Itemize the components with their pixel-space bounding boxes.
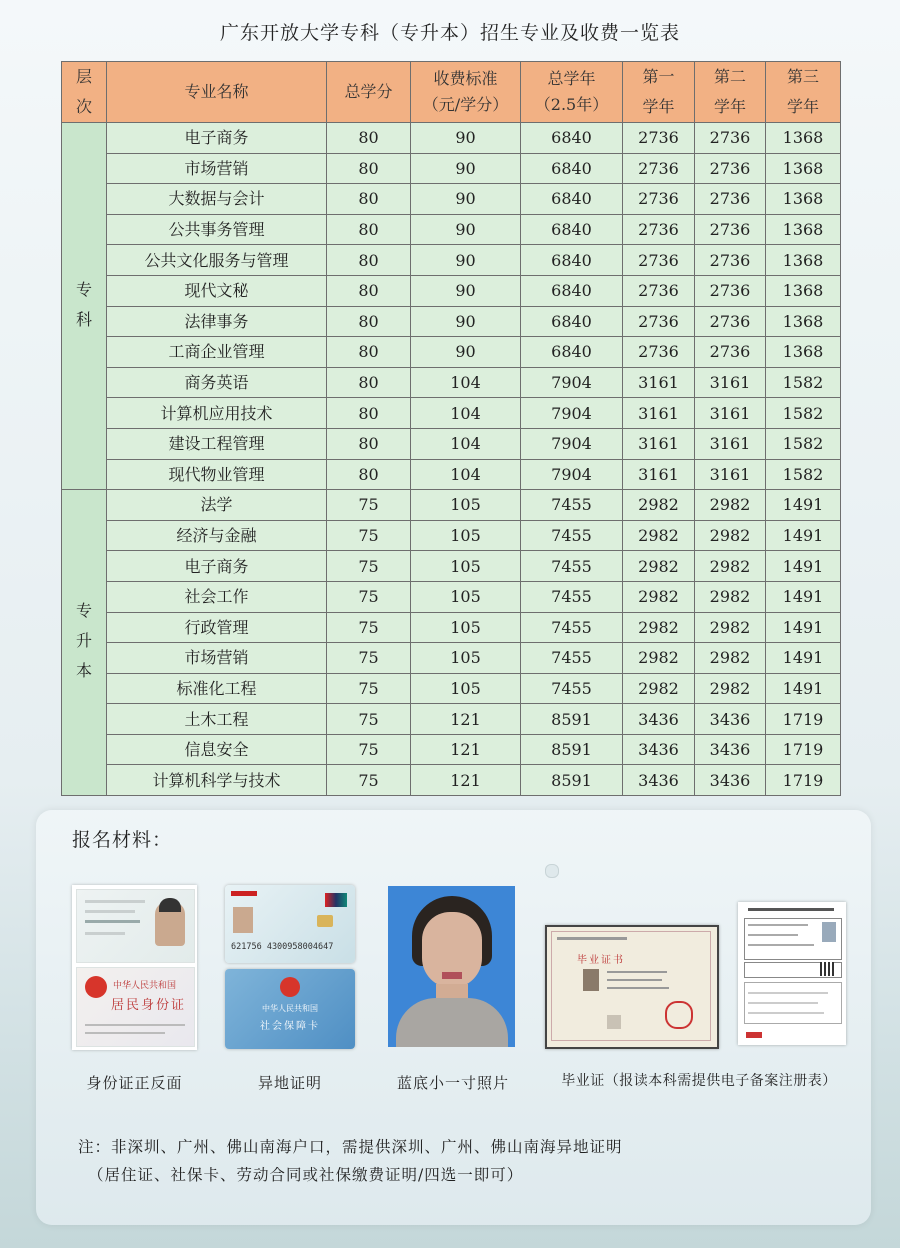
cell-year2: 3161 bbox=[695, 459, 766, 490]
cell-fee-standard: 105 bbox=[411, 643, 521, 674]
cell-year3: 1491 bbox=[766, 490, 841, 521]
table-row bbox=[62, 367, 841, 398]
cell-total: 7904 bbox=[521, 428, 623, 459]
cell-year3: 1368 bbox=[766, 123, 841, 154]
cell-year1: 3161 bbox=[623, 459, 695, 490]
cell-credits: 80 bbox=[327, 184, 411, 215]
cell-year2: 2982 bbox=[695, 490, 766, 521]
cell-total: 8591 bbox=[521, 704, 623, 735]
cell-credits: 75 bbox=[327, 551, 411, 582]
cell-total: 7455 bbox=[521, 520, 623, 551]
cell-fee-standard: 105 bbox=[411, 581, 521, 612]
table-row bbox=[62, 673, 841, 704]
cell-year2: 3436 bbox=[695, 765, 766, 796]
cell-credits: 80 bbox=[327, 459, 411, 490]
cell-fee-standard: 90 bbox=[411, 123, 521, 154]
cell-major: 土木工程 bbox=[107, 704, 327, 735]
cell-year1: 2736 bbox=[623, 153, 695, 184]
cell-fee-standard: 105 bbox=[411, 673, 521, 704]
cell-major: 经济与金融 bbox=[107, 520, 327, 551]
card-number: 621756 4300958004647 bbox=[231, 942, 334, 952]
cell-year2: 2982 bbox=[695, 612, 766, 643]
note-line-1: 注：非深圳、广州、佛山南海户口，需提供深圳、广州、佛山南海异地证明 bbox=[78, 1138, 623, 1156]
cell-major: 公共文化服务与管理 bbox=[107, 245, 327, 276]
cell-year1: 3436 bbox=[623, 734, 695, 765]
photo-mouth bbox=[442, 972, 462, 979]
cell-year3: 1491 bbox=[766, 612, 841, 643]
cell-fee-standard: 105 bbox=[411, 490, 521, 521]
cell-credits: 75 bbox=[327, 643, 411, 674]
header-fee-standard: 收费标准 （元/学分） bbox=[411, 62, 521, 123]
cell-total: 7455 bbox=[521, 581, 623, 612]
table-header bbox=[62, 62, 841, 123]
cell-major: 市场营销 bbox=[107, 153, 327, 184]
cell-major: 市场营销 bbox=[107, 643, 327, 674]
cell-total: 6840 bbox=[521, 123, 623, 154]
level-label: 专升本 bbox=[75, 601, 92, 681]
id-card-back bbox=[76, 967, 195, 1047]
cell-year2: 2982 bbox=[695, 551, 766, 582]
cell-fee-standard: 90 bbox=[411, 153, 521, 184]
cell-total: 6840 bbox=[521, 245, 623, 276]
cell-year2: 2736 bbox=[695, 245, 766, 276]
cell-major: 现代物业管理 bbox=[107, 459, 327, 490]
cell-credits: 75 bbox=[327, 734, 411, 765]
cell-year3: 1491 bbox=[766, 520, 841, 551]
cell-year3: 1582 bbox=[766, 428, 841, 459]
table-row bbox=[62, 428, 841, 459]
cell-year3: 1491 bbox=[766, 551, 841, 582]
table-row bbox=[62, 398, 841, 429]
cell-fee-standard: 90 bbox=[411, 337, 521, 368]
table-row bbox=[62, 184, 841, 215]
cell-year2: 3161 bbox=[695, 428, 766, 459]
diploma-image bbox=[545, 925, 719, 1049]
cell-year2: 3436 bbox=[695, 704, 766, 735]
cell-year3: 1491 bbox=[766, 581, 841, 612]
cell-fee-standard: 105 bbox=[411, 551, 521, 582]
cell-major: 计算机科学与技术 bbox=[107, 765, 327, 796]
caption-photo: 蓝底小一寸照片 bbox=[396, 1074, 509, 1092]
cell-credits: 75 bbox=[327, 581, 411, 612]
cell-total: 7904 bbox=[521, 459, 623, 490]
cell-year1: 2982 bbox=[623, 673, 695, 704]
cell-year2: 2736 bbox=[695, 153, 766, 184]
cell-year1: 2982 bbox=[623, 581, 695, 612]
cell-year1: 3436 bbox=[623, 704, 695, 735]
id-card-image bbox=[72, 885, 197, 1050]
cell-credits: 80 bbox=[327, 123, 411, 154]
cell-year1: 2982 bbox=[623, 520, 695, 551]
cell-year3: 1491 bbox=[766, 643, 841, 674]
cell-year1: 2982 bbox=[623, 643, 695, 674]
table-row bbox=[62, 153, 841, 184]
cell-major: 建设工程管理 bbox=[107, 428, 327, 459]
caption-id-card: 身份证正反面 bbox=[86, 1074, 183, 1092]
cell-year2: 2982 bbox=[695, 520, 766, 551]
table-body bbox=[62, 123, 841, 796]
materials-title: 报名材料： bbox=[72, 829, 173, 851]
cell-fee-standard: 121 bbox=[411, 765, 521, 796]
cell-year2: 3161 bbox=[695, 367, 766, 398]
id-back-title: 居民身份证 bbox=[111, 998, 187, 1013]
header-year2: 第二学年 bbox=[695, 62, 766, 123]
table-row bbox=[62, 490, 841, 521]
cell-credits: 75 bbox=[327, 673, 411, 704]
cell-year2: 2982 bbox=[695, 643, 766, 674]
level-cell bbox=[62, 123, 107, 490]
cell-fee-standard: 104 bbox=[411, 459, 521, 490]
cell-year1: 2736 bbox=[623, 275, 695, 306]
cell-year3: 1582 bbox=[766, 459, 841, 490]
cell-major: 电子商务 bbox=[107, 123, 327, 154]
cell-total: 6840 bbox=[521, 337, 623, 368]
cell-major: 法学 bbox=[107, 490, 327, 521]
level-label: 专科 bbox=[75, 279, 92, 329]
cell-credits: 80 bbox=[327, 367, 411, 398]
diploma-photo bbox=[583, 969, 599, 991]
cell-total: 6840 bbox=[521, 275, 623, 306]
table-row bbox=[62, 581, 841, 612]
cell-year2: 2736 bbox=[695, 337, 766, 368]
qr-code-icon bbox=[820, 962, 834, 976]
cell-major: 信息安全 bbox=[107, 734, 327, 765]
cell-major: 社会工作 bbox=[107, 581, 327, 612]
cell-total: 8591 bbox=[521, 734, 623, 765]
cell-year3: 1368 bbox=[766, 214, 841, 245]
table-row bbox=[62, 214, 841, 245]
cell-major: 电子商务 bbox=[107, 551, 327, 582]
diploma-seal-icon bbox=[665, 1001, 693, 1029]
cell-year2: 2982 bbox=[695, 581, 766, 612]
cell-credits: 80 bbox=[327, 153, 411, 184]
cell-credits: 80 bbox=[327, 428, 411, 459]
cell-year1: 2736 bbox=[623, 214, 695, 245]
level-cell bbox=[62, 490, 107, 796]
cell-major: 现代文秘 bbox=[107, 275, 327, 306]
cell-year2: 2736 bbox=[695, 184, 766, 215]
cell-major: 标准化工程 bbox=[107, 673, 327, 704]
table-row bbox=[62, 551, 841, 582]
cell-year2: 2736 bbox=[695, 306, 766, 337]
social-card-title: 中华人民共和国 bbox=[262, 1004, 318, 1013]
cell-year3: 1491 bbox=[766, 673, 841, 704]
photo-shoulders bbox=[396, 998, 508, 1047]
cell-year3: 1719 bbox=[766, 765, 841, 796]
table-row bbox=[62, 643, 841, 674]
cell-total: 7455 bbox=[521, 643, 623, 674]
caption-residence-proof: 异地证明 bbox=[257, 1074, 322, 1092]
table-row bbox=[62, 275, 841, 306]
cell-credits: 80 bbox=[327, 398, 411, 429]
header-year3: 第三学年 bbox=[766, 62, 841, 123]
cell-fee-standard: 104 bbox=[411, 367, 521, 398]
cell-fee-standard: 105 bbox=[411, 612, 521, 643]
cell-year3: 1719 bbox=[766, 704, 841, 735]
cell-year3: 1368 bbox=[766, 184, 841, 215]
cell-major: 工商企业管理 bbox=[107, 337, 327, 368]
cell-total: 6840 bbox=[521, 306, 623, 337]
cell-fee-standard: 90 bbox=[411, 214, 521, 245]
cell-year1: 2736 bbox=[623, 184, 695, 215]
cell-year3: 1368 bbox=[766, 245, 841, 276]
id-back-title-small: 中华人民共和国 bbox=[113, 981, 177, 991]
cell-credits: 75 bbox=[327, 490, 411, 521]
cell-major: 商务英语 bbox=[107, 367, 327, 398]
cell-year1: 3436 bbox=[623, 765, 695, 796]
cell-total: 6840 bbox=[521, 184, 623, 215]
cell-major: 大数据与会计 bbox=[107, 184, 327, 215]
social-card-back bbox=[225, 969, 355, 1049]
cell-credits: 75 bbox=[327, 520, 411, 551]
table-row bbox=[62, 123, 841, 154]
cell-major: 法律事务 bbox=[107, 306, 327, 337]
cell-year2: 3436 bbox=[695, 734, 766, 765]
cell-total: 7904 bbox=[521, 367, 623, 398]
page-title: 广东开放大学专科（专升本）招生专业及收费一览表 bbox=[219, 22, 680, 44]
cell-year2: 2736 bbox=[695, 123, 766, 154]
note-line-2: （居住证、社保卡、劳动合同或社保缴费证明/四选一即可） bbox=[88, 1166, 524, 1184]
decor-dot bbox=[545, 864, 559, 878]
national-emblem-icon bbox=[85, 976, 107, 998]
cell-fee-standard: 90 bbox=[411, 306, 521, 337]
cell-year3: 1582 bbox=[766, 398, 841, 429]
cell-major: 行政管理 bbox=[107, 612, 327, 643]
social-card-subtitle: 社会保障卡 bbox=[260, 1021, 320, 1032]
table-row bbox=[62, 612, 841, 643]
cell-total: 7455 bbox=[521, 673, 623, 704]
cell-total: 7455 bbox=[521, 612, 623, 643]
cell-year2: 2982 bbox=[695, 673, 766, 704]
cell-credits: 80 bbox=[327, 245, 411, 276]
table-row bbox=[62, 704, 841, 735]
cell-total: 6840 bbox=[521, 153, 623, 184]
cell-fee-standard: 90 bbox=[411, 184, 521, 215]
cell-credits: 80 bbox=[327, 306, 411, 337]
social-card-image bbox=[225, 885, 355, 1050]
cell-year1: 3161 bbox=[623, 367, 695, 398]
cell-year3: 1368 bbox=[766, 275, 841, 306]
cell-year1: 3161 bbox=[623, 398, 695, 429]
cell-year1: 2982 bbox=[623, 612, 695, 643]
id-card-front bbox=[76, 889, 195, 963]
cell-fee-standard: 90 bbox=[411, 245, 521, 276]
cell-year2: 2736 bbox=[695, 214, 766, 245]
cell-credits: 80 bbox=[327, 337, 411, 368]
cell-year1: 2982 bbox=[623, 490, 695, 521]
national-emblem-icon bbox=[280, 977, 300, 997]
table-row bbox=[62, 520, 841, 551]
header-level: 层次 bbox=[62, 62, 107, 123]
table-row bbox=[62, 734, 841, 765]
cell-fee-standard: 121 bbox=[411, 734, 521, 765]
cell-total: 6840 bbox=[521, 214, 623, 245]
cell-total: 7904 bbox=[521, 398, 623, 429]
registration-form-image bbox=[738, 902, 846, 1045]
cell-year2: 2736 bbox=[695, 275, 766, 306]
cell-total: 7455 bbox=[521, 490, 623, 521]
cell-credits: 80 bbox=[327, 275, 411, 306]
cell-year3: 1368 bbox=[766, 153, 841, 184]
cell-fee-standard: 104 bbox=[411, 398, 521, 429]
cell-major: 计算机应用技术 bbox=[107, 398, 327, 429]
cell-year3: 1719 bbox=[766, 734, 841, 765]
cell-total: 8591 bbox=[521, 765, 623, 796]
cell-year1: 2982 bbox=[623, 551, 695, 582]
cell-year2: 3161 bbox=[695, 398, 766, 429]
form-photo bbox=[822, 922, 836, 942]
blue-photo-image bbox=[388, 886, 515, 1047]
chip-icon bbox=[317, 915, 333, 927]
cell-year1: 2736 bbox=[623, 245, 695, 276]
cell-year1: 2736 bbox=[623, 337, 695, 368]
cell-credits: 75 bbox=[327, 704, 411, 735]
bank-card-front bbox=[225, 885, 355, 963]
table-row bbox=[62, 245, 841, 276]
cell-year1: 2736 bbox=[623, 123, 695, 154]
header-major: 专业名称 bbox=[107, 62, 327, 123]
cell-fee-standard: 90 bbox=[411, 275, 521, 306]
cell-credits: 75 bbox=[327, 612, 411, 643]
cell-year1: 2736 bbox=[623, 306, 695, 337]
cell-year3: 1368 bbox=[766, 337, 841, 368]
cell-major: 公共事务管理 bbox=[107, 214, 327, 245]
cell-year1: 3161 bbox=[623, 428, 695, 459]
table-row bbox=[62, 459, 841, 490]
header-total: 总学年 （2.5年） bbox=[521, 62, 623, 123]
header-credits: 总学分 bbox=[327, 62, 411, 123]
cell-fee-standard: 104 bbox=[411, 428, 521, 459]
table-row bbox=[62, 765, 841, 796]
cell-fee-standard: 121 bbox=[411, 704, 521, 735]
cell-year3: 1582 bbox=[766, 367, 841, 398]
table-row bbox=[62, 337, 841, 368]
caption-diploma: 毕业证（报读本科需提供电子备案注册表） bbox=[561, 1073, 837, 1089]
cell-year3: 1368 bbox=[766, 306, 841, 337]
cell-fee-standard: 105 bbox=[411, 520, 521, 551]
cell-credits: 80 bbox=[327, 214, 411, 245]
cell-total: 7455 bbox=[521, 551, 623, 582]
header-year1: 第一学年 bbox=[623, 62, 695, 123]
fee-table bbox=[61, 61, 841, 796]
cell-credits: 75 bbox=[327, 765, 411, 796]
unionpay-icon bbox=[325, 893, 347, 907]
diploma-title: 毕业证书 bbox=[577, 955, 625, 966]
table-row bbox=[62, 306, 841, 337]
